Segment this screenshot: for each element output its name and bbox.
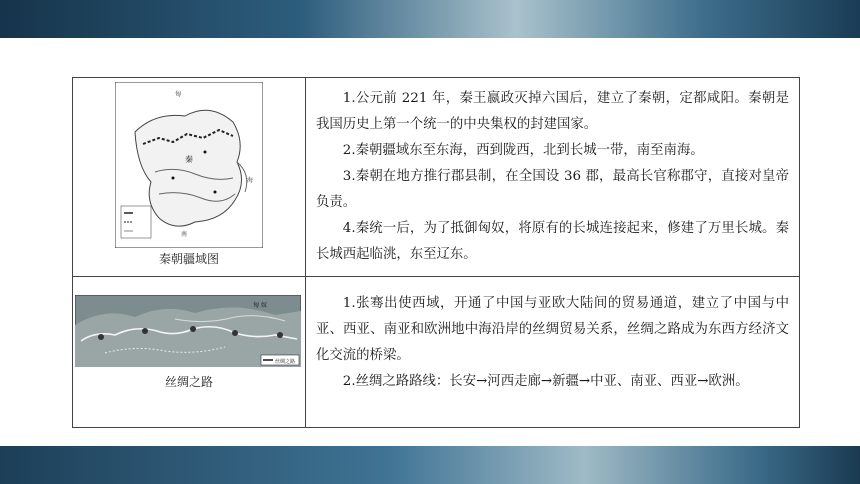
paragraph: 2.丝绸之路路线：长安→河西走廊→新疆→中亚、南亚、西亚→欧洲。 xyxy=(342,374,749,389)
map-label: 匈 xyxy=(175,91,182,98)
map-label: 匈 奴 xyxy=(253,302,267,309)
paragraph: 1.公元前 221 年，秦王嬴政灭掉六国后，建立了秦朝，定都咸阳。秦朝是我国历史上第一个统一的中央集权的封建国家。 xyxy=(316,91,789,132)
map-label: 南 xyxy=(181,231,188,238)
table-row xyxy=(73,277,800,428)
map-label: 海 xyxy=(247,177,254,184)
top-decorative-banner xyxy=(0,0,860,38)
map-label: 秦 xyxy=(185,155,193,164)
text-cell xyxy=(306,78,800,277)
image-cell xyxy=(73,78,306,277)
text-cell xyxy=(306,277,800,428)
image-caption: 秦朝疆域图 xyxy=(158,252,219,266)
paragraph: 4.秦统一后，为了抵御匈奴，将原有的长城连接起来，修建了万里长城。秦长城西起临洮，东至辽东。 xyxy=(316,221,789,262)
content-table xyxy=(72,77,800,428)
paragraph: 3.秦朝在地方推行郡县制，在全国设 36 郡，最高长官称郡守，直接对皇帝负责。 xyxy=(316,169,789,210)
paragraph: 2.秦朝疆域东至东海，西到陇西，北到长城一带，南至南海。 xyxy=(342,143,704,158)
image-caption: 丝绸之路 xyxy=(164,375,213,389)
bottom-decorative-banner xyxy=(0,446,860,484)
map-legend-label: 丝绸之路 xyxy=(275,359,296,365)
silk-road-map xyxy=(75,295,301,367)
table-row xyxy=(73,78,800,277)
qin-territory-map xyxy=(115,82,263,248)
image-cell xyxy=(73,277,306,428)
paragraph: 1.张骞出使西域，开通了中国与亚欧大陆间的贸易通道，建立了中国与中亚、西亚、南亚和欧洲地中海沿岸的丝绸贸易关系，丝绸之路成为东西方经济文化交流的桥梁。 xyxy=(316,296,789,363)
